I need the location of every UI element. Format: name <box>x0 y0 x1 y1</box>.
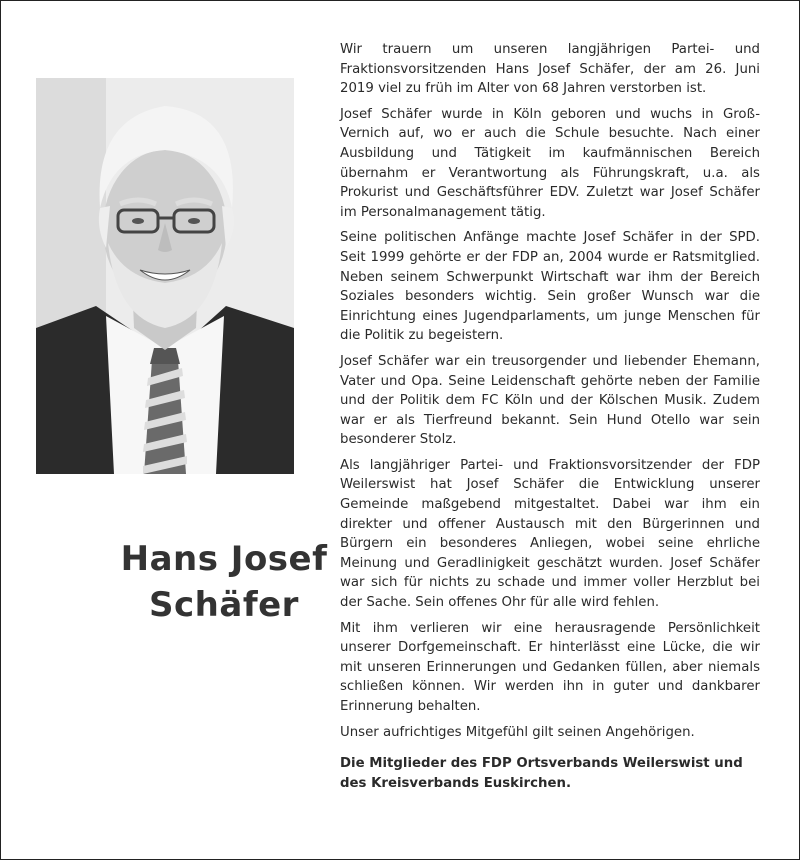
paragraph: Josef Schäfer war ein treusorgender und liebender Ehemann, Vater und Opa. Seine Leidenschaft gehörte neben der Familie und der Politik dem FC Köln und der Kölschen Musik. Zudem war er als Tierfreund bekannt. Sein Hund Otello war sein besonderer Stolz. <box>340 353 760 448</box>
name-line-2: Schäfer <box>149 585 299 625</box>
paragraph: Seine politischen Anfänge machte Josef Schäfer in der SPD. Seit 1999 gehörte er der FDP an, 2004 wurde er Ratsmitglied. Neben seinem Schwerpunkt Wirtschaft war ihm der Bereich Soziales besonders wichtig. Sein großer Wunsch war die Einrichtung eines Jugendparlaments, um junge Menschen für die Politik zu begeistern. <box>340 230 760 344</box>
portrait-photo-icon <box>36 78 294 474</box>
paragraph: Wir trauern um unseren langjährigen Partei- und Fraktionsvorsitzenden Hans Josef Schäfer, der am 26. Juni 2019 viel zu früh im Alter von 68 Jahren verstorben ist. <box>340 42 760 97</box>
obituary-text <box>340 40 760 799</box>
paragraph: Als langjähriger Partei- und Fraktionsvorsitzender der FDP Weilerswist hat Josef Schäfer die Entwicklung unserer Gemeinde maßgebend mitgestaltet. Dabei war ihm ein direkter und offener Austausch mit den Bürgerinnen und Bürgern ein besonderes Anliegen, wobei seine ehrliche Meinung und Geradlinigkeit geschätzt wurden. Josef Schäfer war sich für nichts zu schade und immer voller Herzblut bei der Sache. Sein offenes Ohr für alle wird fehlen. <box>340 457 760 611</box>
name-line-1: Hans Josef <box>120 539 328 579</box>
portrait-photo <box>36 78 294 474</box>
paragraph: Mit ihm verlieren wir eine herausragende Persönlichkeit unserer Dorfgemeinschaft. Er hinterlässt eine Lücke, die wir mit unseren Erinnerungen und Gedanken füllen, aber niemals schließen können. Wir werden ihn in guter und dankbarer Erinnerung behalten. <box>340 620 760 714</box>
paragraph: Josef Schäfer wurde in Köln geboren und wuchs in Groß-Vernich auf, wo er auch die Schule besuchte. Nach einer Ausbildung und Tätigkeit im kaufmännischen Bereich übernahm er Verantwortung als Führungskraft, u.a. als Prokurist und Geschäftsführer EDV. Zuletzt war Josef Schäfer im Personalmanagement tätig. <box>340 106 760 220</box>
signoff: Die Mitglieder des FDP Ortsverbands Weilerswist und des Kreisverbands Euskirchen. <box>340 756 743 791</box>
paragraph: Unser aufrichtiges Mitgefühl gilt seinen Angehörigen. <box>340 724 695 740</box>
